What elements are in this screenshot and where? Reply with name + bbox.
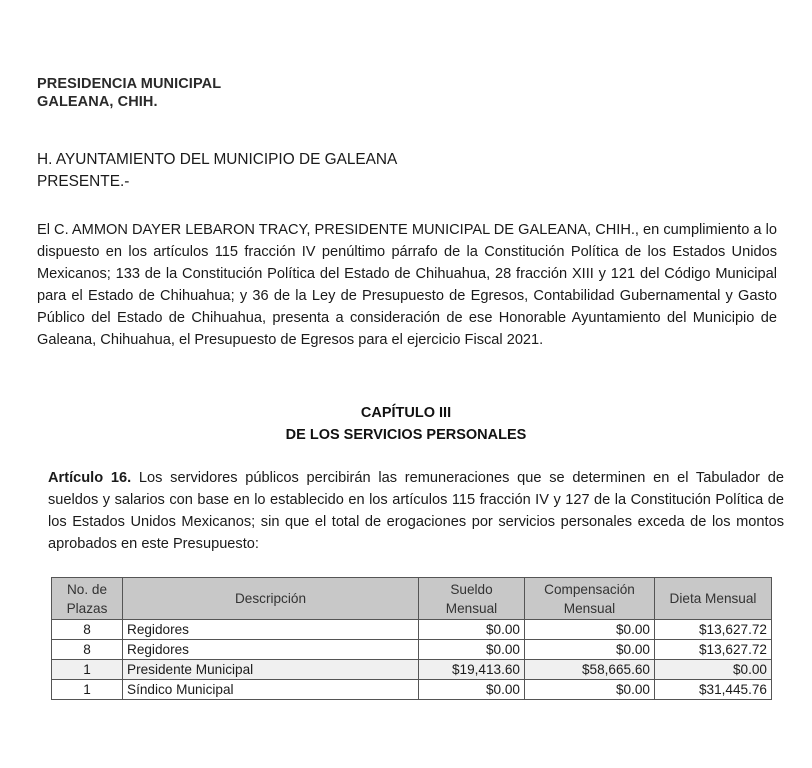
intro-paragraph-text: El C. AMMON DAYER LEBARON TRACY, PRESIDENTE MUNICIPAL DE GALEANA, CHIH., en cumplimiento a lo dispuesto en los artículos 115 fracción IV penúltimo párrafo de la Constitución Política de los Estados Unidos Mexicanos; 133 de la Constitución Política del Estado de Chihuahua, 28 fracción XIII y 121 del Código Municipal para el Estado de Chihuahua; y 36 de la Ley de Presupuesto de Egresos, Contabilidad Gubernamental y Gasto Público del Estado de Chihuahua, presenta a consideración de ese Honorable Ayuntamiento del Municipio de Galeana, Chihuahua, el Presupuesto de Egresos para el ejercicio Fiscal 2021. <box>37 222 777 348</box>
personnel-table <box>51 577 772 700</box>
table-row <box>52 680 772 700</box>
header-plazas: No. de Plazas <box>52 578 123 620</box>
cell-descripcion: Presidente Municipal <box>123 660 419 680</box>
letterhead-line-2: GALEANA, CHIH. <box>37 94 158 110</box>
addressee-line-1: H. AYUNTAMIENTO DEL MUNICIPIO DE GALEANA <box>37 151 398 168</box>
article-text: Los servidores públicos percibirán las remuneraciones que se determinen en el Tabulador de sueldos y salarios con base en lo establecido en los artículos 115 fracción IV y 127 de la Constitución Política de los Estados Unidos Mexicanos; sin que el total de erogaciones por servicios personales exceda de los montos aprobados en este Presupuesto: <box>48 470 784 552</box>
cell-plazas: 8 <box>52 640 123 660</box>
cell-compensacion: $0.00 <box>525 640 655 660</box>
cell-sueldo: $0.00 <box>419 620 525 640</box>
header-descripcion: Descripción <box>123 578 419 620</box>
table-header-row <box>52 578 772 620</box>
cell-plazas: 1 <box>52 660 123 680</box>
addressee-line-2: PRESENTE.- <box>37 173 130 190</box>
table-row <box>52 660 772 680</box>
cell-sueldo: $0.00 <box>419 680 525 700</box>
cell-descripcion: Regidores <box>123 620 419 640</box>
cell-dieta: $13,627.72 <box>655 620 772 640</box>
intro-paragraph <box>37 219 777 351</box>
cell-sueldo: $19,413.60 <box>419 660 525 680</box>
cell-dieta: $13,627.72 <box>655 640 772 660</box>
header-sueldo: Sueldo Mensual <box>419 578 525 620</box>
cell-plazas: 8 <box>52 620 123 640</box>
table-row <box>52 640 772 660</box>
cell-compensacion: $0.00 <box>525 620 655 640</box>
cell-sueldo: $0.00 <box>419 640 525 660</box>
letterhead-line-1: PRESIDENCIA MUNICIPAL <box>37 76 222 92</box>
cell-descripcion: Regidores <box>123 640 419 660</box>
header-dieta: Dieta Mensual <box>655 578 772 620</box>
header-compensacion: Compensación Mensual <box>525 578 655 620</box>
cell-dieta: $31,445.76 <box>655 680 772 700</box>
chapter-number: CAPÍTULO III <box>360 405 452 421</box>
cell-descripcion: Síndico Municipal <box>123 680 419 700</box>
article-label: Artículo 16. <box>48 470 132 486</box>
cell-compensacion: $58,665.60 <box>525 660 655 680</box>
chapter-title: DE LOS SERVICIOS PERSONALES <box>285 427 527 443</box>
cell-dieta: $0.00 <box>655 660 772 680</box>
article-16 <box>48 467 784 555</box>
cell-plazas: 1 <box>52 680 123 700</box>
cell-compensacion: $0.00 <box>525 680 655 700</box>
table-row <box>52 620 772 640</box>
